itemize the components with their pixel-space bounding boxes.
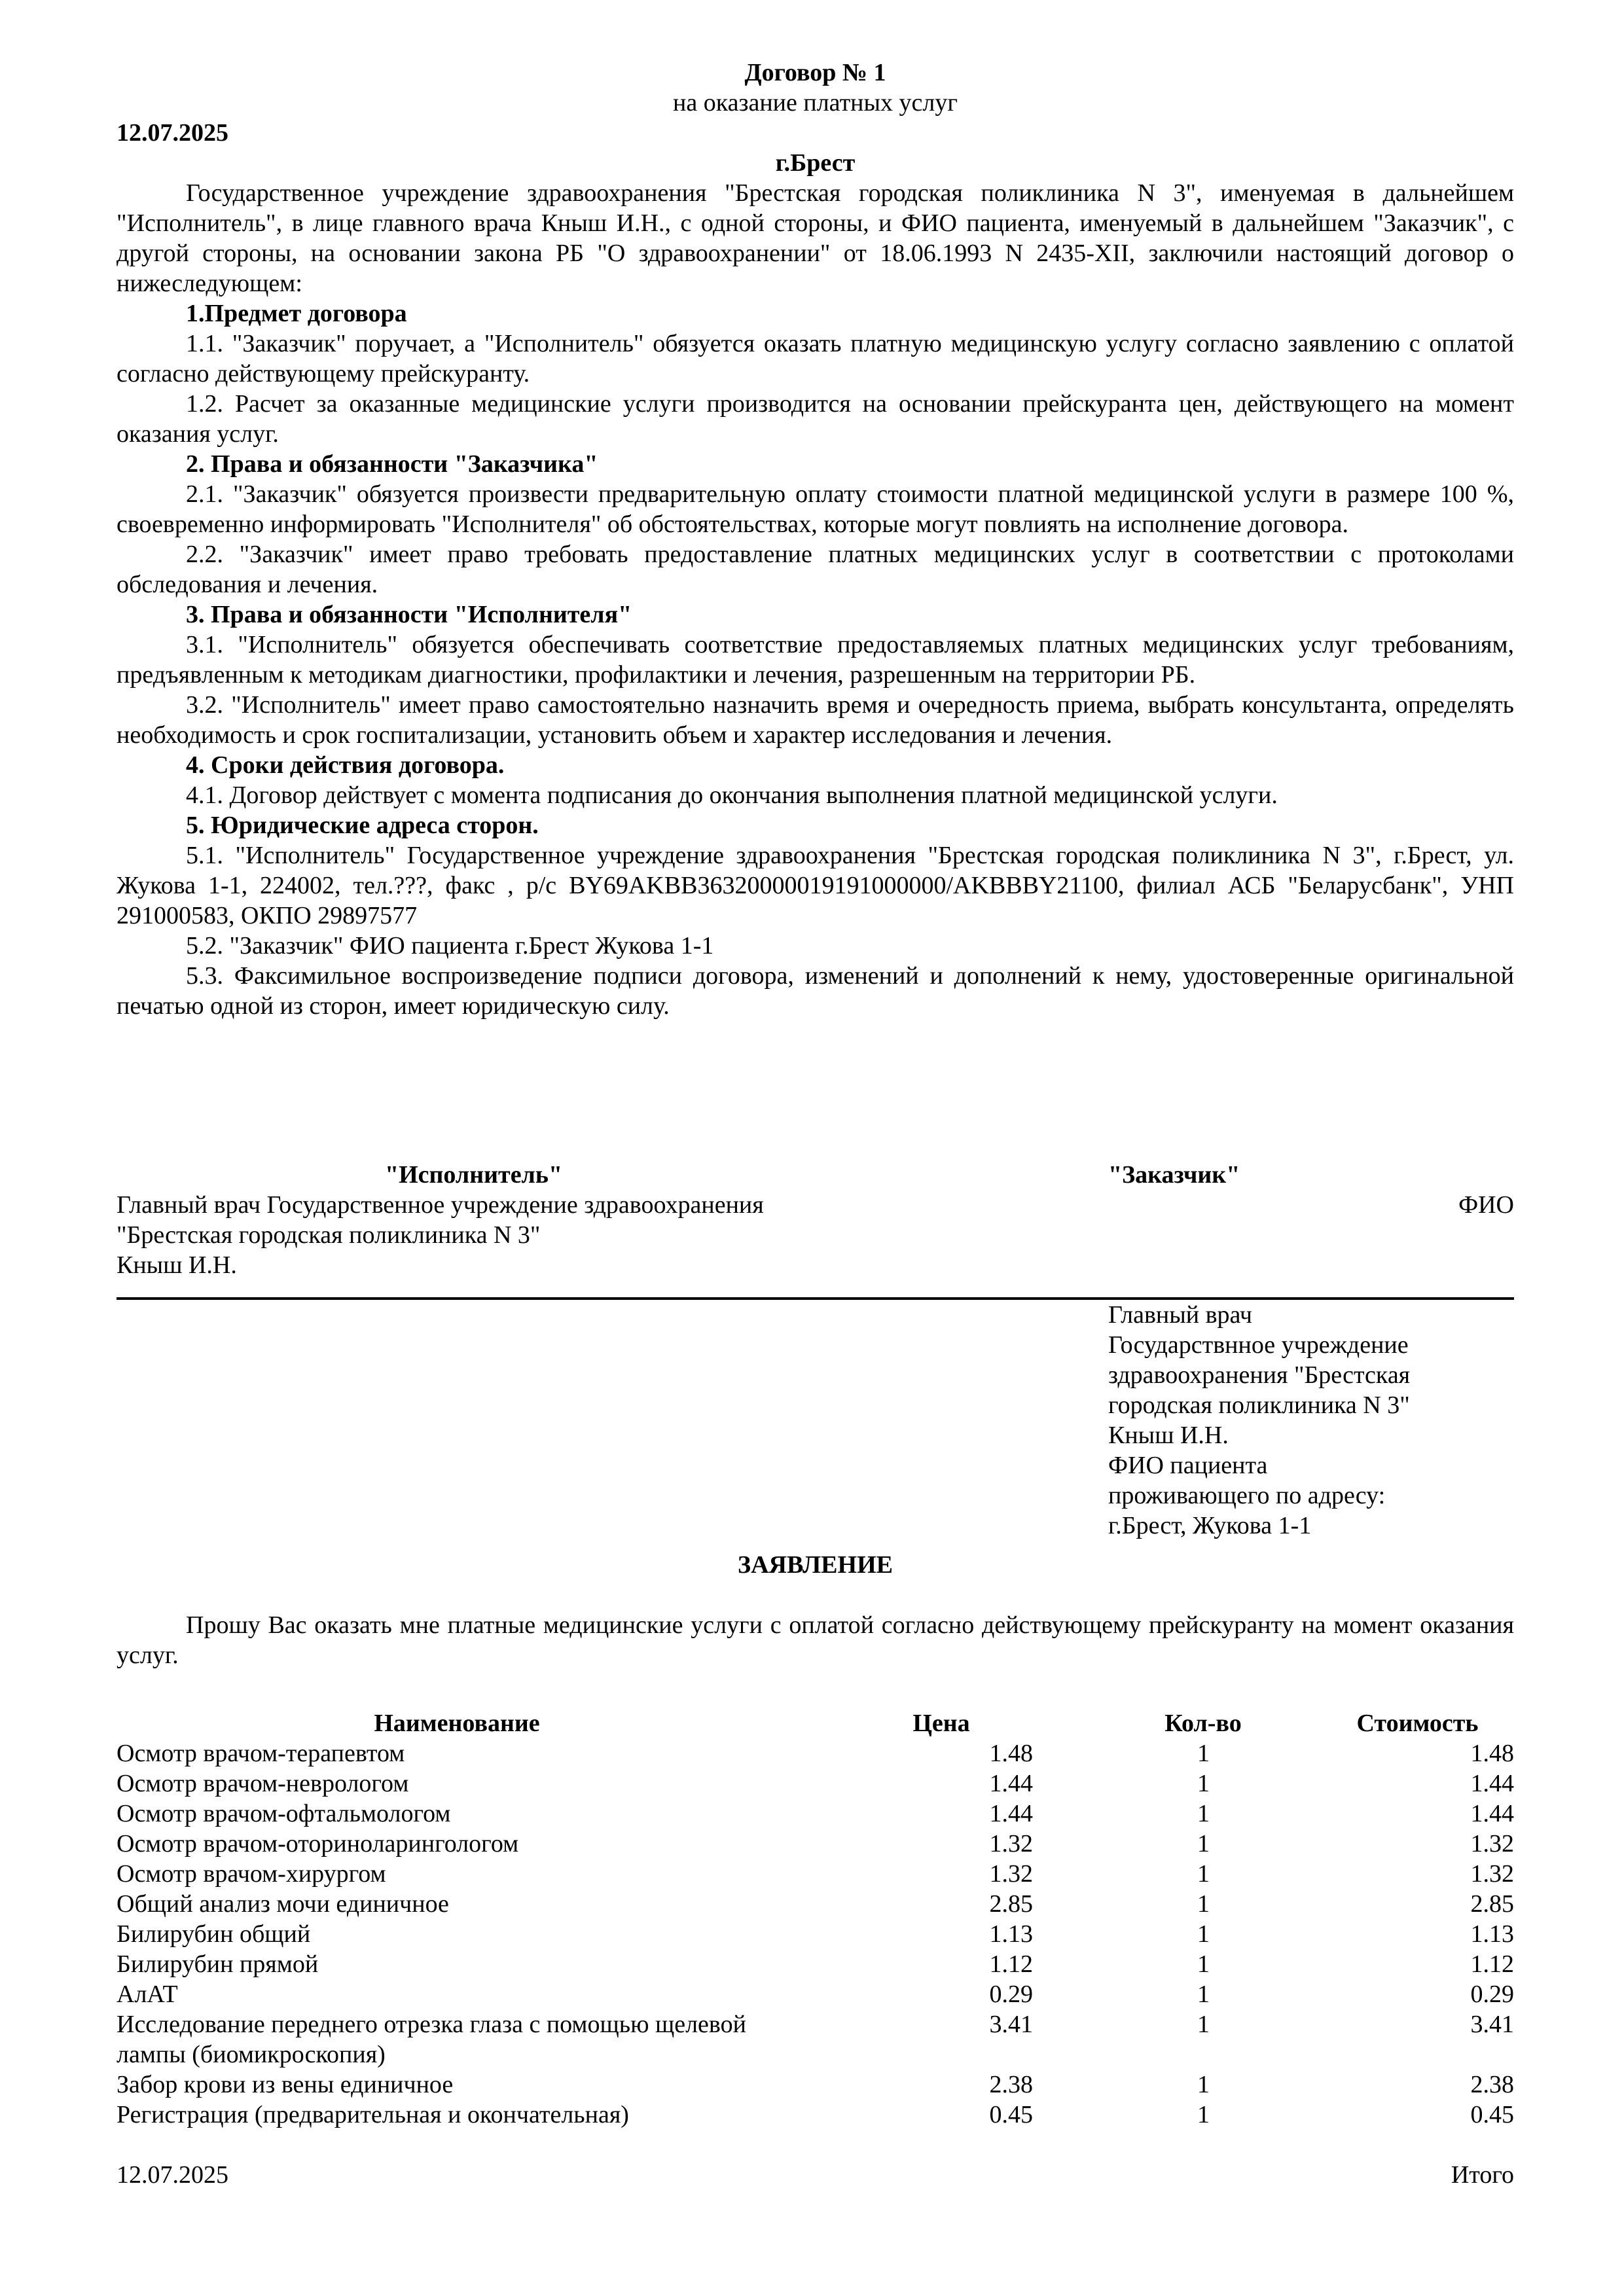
footer-date: 12.07.2025 xyxy=(117,2161,228,2189)
service-qty: 1 xyxy=(1197,1920,1210,1948)
service-name: Забор крови из вены единичное xyxy=(117,2071,454,2098)
service-name: Осмотр врачом-офтальмологом xyxy=(117,1800,451,1827)
header-price: Цена xyxy=(912,1710,970,1737)
service-cost: 2.38 xyxy=(1470,2071,1514,2098)
service-name: Билирубин общий xyxy=(117,1920,311,1948)
executor-title: "Исполнитель" xyxy=(385,1161,563,1189)
service-name: Осмотр врачом-хирургом xyxy=(117,1860,386,1888)
section-clause: 4.1. Договор действует с момента подписания до окончания выполнения платной медицинской услуги. xyxy=(186,781,1278,809)
section-heading: 4. Сроки действия договора. xyxy=(186,751,505,779)
service-price: 2.38 xyxy=(989,2071,1033,2098)
section-clause: 5.3. Факсимильное воспроизведение подписи договора, изменений и дополнений к нему, удостоверенные оригинальной печатью одной из сторон, имеет юридическую силу. xyxy=(117,962,1514,1020)
service-price: 1.32 xyxy=(989,1830,1033,1857)
service-cost: 0.29 xyxy=(1470,1981,1514,2008)
service-cost: 1.32 xyxy=(1470,1830,1514,1857)
service-cost: 1.13 xyxy=(1470,1920,1514,1948)
section-clause: 1.2. Расчет за оказанные медицинские услуги производится на основании прейскуранта цен, действующего на момент оказания услуг. xyxy=(117,390,1514,448)
service-cost: 0.45 xyxy=(1470,2101,1514,2128)
executor-line: Кныш И.Н. xyxy=(117,1251,237,1279)
table-header-row xyxy=(117,1708,1514,1738)
footer-total-label: Итого xyxy=(1451,2161,1514,2189)
contract-preamble: Государственное учреждение здравоохранения "Брестская городская поликлиника N 3", именуемая в дальнейшем "Исполнитель", в лице главного врача Кныш И.Н., с одной стороны, и ФИО пациента, именуемый в дальнейшем "Заказчик", с другой стороны, на основании закона РБ "О здравоохранении" от 18.06.1993 N 2435-XII, заключили настоящий договор о нижеследующем: xyxy=(117,179,1514,297)
section-heading: 1.Предмет договора xyxy=(186,300,407,327)
section-clause: 1.1. "Заказчик" поручает, а "Исполнитель" обязуется оказать платную медицинскую услугу согласно заявлению с оплатой согласно действующему прейскуранту. xyxy=(117,330,1514,387)
service-qty: 1 xyxy=(1197,2011,1210,2038)
table-row xyxy=(117,2070,1514,2100)
header-name: Наименование xyxy=(374,1710,540,1737)
service-qty: 1 xyxy=(1197,1981,1210,2008)
section-clause: 5.2. "Заказчик" ФИО пациента г.Брест Жукова 1-1 xyxy=(186,932,714,960)
service-qty: 1 xyxy=(1197,1800,1210,1827)
service-name: Билирубин прямой xyxy=(117,1950,319,1978)
service-qty: 1 xyxy=(1197,1830,1210,1857)
contract-body xyxy=(117,58,1514,1021)
service-qty: 1 xyxy=(1197,1770,1210,1797)
addressee-line: Государствнное учреждение xyxy=(1108,1331,1409,1359)
executor-line: "Брестская городская поликлиника N 3" xyxy=(117,1221,541,1249)
service-price: 1.44 xyxy=(989,1800,1033,1827)
service-price: 1.13 xyxy=(989,1920,1033,1948)
section-heading: 2. Права и обязанности "Заказчика" xyxy=(186,450,598,478)
service-cost: 1.44 xyxy=(1470,1770,1514,1797)
customer-signature xyxy=(1108,1160,1514,1220)
application-title: ЗАЯВЛЕНИЕ xyxy=(738,1551,893,1579)
executor-line: Главный врач Государственное учреждение здравоохранения xyxy=(117,1191,764,1219)
addressee-line: г.Брест, Жукова 1-1 xyxy=(1108,1512,1312,1539)
application-block xyxy=(117,1550,1514,1670)
contract-city: г.Брест xyxy=(775,149,856,177)
contract-title: Договор № 1 xyxy=(744,59,886,86)
addressee-line: здравоохранения "Брестская xyxy=(1108,1361,1411,1389)
executor-signature xyxy=(117,1160,1033,1280)
service-name: Осмотр врачом-неврологом xyxy=(117,1770,409,1797)
table-row xyxy=(117,1738,1514,1768)
service-name: Осмотр врачом-оториноларингологом xyxy=(117,1830,519,1857)
service-name: Общий анализ мочи единичное xyxy=(117,1890,449,1918)
service-qty: 1 xyxy=(1197,1890,1210,1918)
service-qty: 1 xyxy=(1197,2101,1210,2128)
section-heading: 5. Юридические адреса сторон. xyxy=(186,812,539,839)
table-row xyxy=(117,1949,1514,1979)
service-name: АлАТ xyxy=(117,1981,178,2008)
section-clause: 3.2. "Исполнитель" имеет право самостоятельно назначить время и очередность приема, выбрать консультанта, определять необходимость и срок госпитализации, установить объем и характер исследования и лечения. xyxy=(117,691,1514,749)
section-heading: 3. Права и обязанности "Исполнителя" xyxy=(186,601,632,628)
service-cost: 3.41 xyxy=(1470,2011,1514,2038)
service-price: 0.45 xyxy=(989,2101,1033,2128)
service-qty: 1 xyxy=(1197,2071,1210,2098)
services-table xyxy=(117,1708,1514,2130)
service-price: 1.48 xyxy=(989,1740,1033,1767)
section-clause: 2.2. "Заказчик" имеет право требовать предоставление платных медицинских услуг в соответствии с протоколами обследования и лечения. xyxy=(117,541,1514,598)
header-qty: Кол-во xyxy=(1164,1710,1242,1737)
table-row xyxy=(117,1979,1514,2009)
service-qty: 1 xyxy=(1197,1950,1210,1978)
service-cost: 1.32 xyxy=(1470,1860,1514,1888)
section-clause: 5.1. "Исполнитель" Государственное учреждение здравоохранения "Брестская городская поликлиника N 3", г.Брест, ул. Жукова 1-1, 224002, тел.???, факс , р/с BY69AKBB36320000019191000000/AKBBBY21100, филиал АСБ "Беларусбанк", УНП 291000583, ОКПО 29897577 xyxy=(117,842,1514,929)
addressee-line: Кныш И.Н. xyxy=(1108,1422,1229,1449)
service-price: 1.12 xyxy=(989,1950,1033,1978)
contract-subtitle: на оказание платных услуг xyxy=(673,89,958,117)
table-row xyxy=(117,1768,1514,1799)
service-qty: 1 xyxy=(1197,1740,1210,1767)
service-name: Регистрация (предварительная и окончательная) xyxy=(117,2101,629,2128)
table-row xyxy=(117,1799,1514,1829)
table-row xyxy=(117,1919,1514,1949)
service-price: 1.32 xyxy=(989,1860,1033,1888)
addressee-line: проживающего по адресу: xyxy=(1108,1482,1386,1509)
section-clause: 3.1. "Исполнитель" обязуется обеспечивать соответствие предоставляемых платных медицинских услуг требованиям, предъявленным к методикам диагностики, профилактики и лечения, разрешенным на территории РБ. xyxy=(117,631,1514,689)
service-cost: 2.85 xyxy=(1470,1890,1514,1918)
addressee-line: ФИО пациента xyxy=(1108,1452,1268,1479)
service-qty: 1 xyxy=(1197,1860,1210,1888)
addressee-line: городская поликлиника N 3" xyxy=(1108,1391,1410,1419)
table-row xyxy=(117,1889,1514,1919)
service-cost: 1.44 xyxy=(1470,1800,1514,1827)
table-row xyxy=(117,1829,1514,1859)
service-name: Исследование переднего отрезка глаза с помощью щелевой лампы (биомикроскопия) xyxy=(117,2011,746,2068)
service-price: 0.29 xyxy=(989,1981,1033,2008)
customer-title: "Заказчик" xyxy=(1108,1161,1240,1189)
service-cost: 1.48 xyxy=(1470,1740,1514,1767)
service-name: Осмотр врачом-терапевтом xyxy=(117,1740,405,1767)
contract-date: 12.07.2025 xyxy=(117,119,228,147)
section-clause: 2.1. "Заказчик" обязуется произвести предварительную оплату стоимости платной медицинской услуги в размере 100 %, своевременно информировать "Исполнителя" об обстоятельствах, которые могут повлиять на исполнение договора. xyxy=(117,480,1514,538)
addressee-block xyxy=(1108,1300,1514,1541)
service-price: 2.85 xyxy=(989,1890,1033,1918)
table-row xyxy=(117,1859,1514,1889)
table-row xyxy=(117,2009,1514,2070)
table-row xyxy=(117,2100,1514,2130)
service-cost: 1.12 xyxy=(1470,1950,1514,1978)
customer-name: ФИО xyxy=(1458,1191,1514,1219)
addressee-line: Главный врач xyxy=(1108,1301,1252,1329)
header-cost: Стоимость xyxy=(1356,1710,1479,1737)
service-price: 1.44 xyxy=(989,1770,1033,1797)
application-text: Прошу Вас оказать мне платные медицинские услуги с оплатой согласно действующему прейскуранту на момент оказания услуг. xyxy=(117,1611,1514,1669)
service-price: 3.41 xyxy=(989,2011,1033,2038)
signature-block xyxy=(117,1160,1514,1300)
